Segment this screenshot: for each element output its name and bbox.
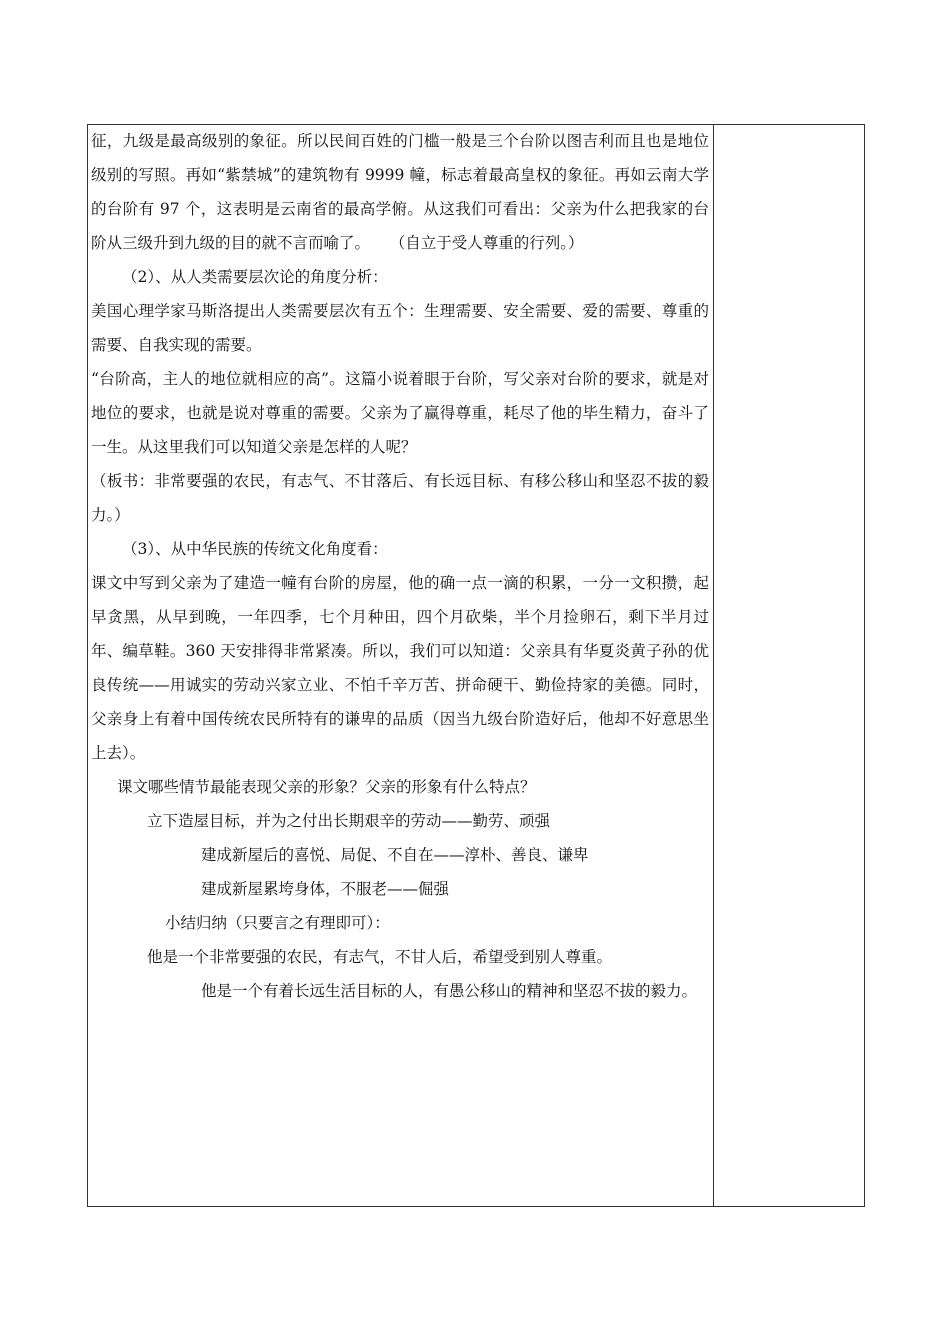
paragraph-board-note: （板书：非常要强的农民，有志气、不甘落后、有长远目标、有移公移山和坚忍不拔的毅力。）: [91, 472, 709, 524]
question-father-image: 课文哪些情节最能表现父亲的形象？父亲的形象有什么特点？: [117, 778, 536, 796]
paragraph-tradition: 课文中写到父亲为了建造一幢有台阶的房屋，他的确一点一滴的积累，一分一文积攒，起早贪黑，从早到晚，一年四季，七个月种田，四个月砍柴，半个月捡卵石，剩下半月过年、编草鞋。360 天安排得非常紧凑。所以，我们可以知道：父亲具有华夏炎黄子孙的优良传统——用诚实的劳动兴家立业、不怕千辛万苦、拼命硬干、勤俭持家的美德。同时，父亲身上有着中国传统农民所特有的谦卑的品质（因当九级台阶造好后，他却不好意思坐上去）。: [91, 574, 709, 762]
section-heading-2: （2）、从人类需要层次论的角度分析：: [122, 268, 388, 286]
section-heading-3: （3）、从中华民族的传统文化角度看：: [122, 540, 388, 558]
summary-heading: 小结归纳（只要言之有理即可）：: [165, 914, 390, 932]
summary-line-1: 他是一个非常要强的农民，有志气，不甘人后，希望受到别人尊重。: [147, 948, 613, 966]
paragraph-maslow: 美国心理学家马斯洛提出人类需要层次有五个：生理需要、安全需要、爱的需要、尊重的需要、自我实现的需要。: [91, 302, 709, 354]
trait-line-3: 建成新屋累垮身体，不服老——倔强: [201, 880, 450, 898]
trait-line-2: 建成新屋后的喜悦、局促、不自在——淳朴、善良、谦卑: [201, 846, 589, 864]
paragraph-symbol-analysis: 征，九级是最高级别的象征。所以民间百姓的门槛一般是三个台阶以图吉利而且也是地位级别的写照。再如“紫禁城”的建筑物有 9999 幢，标志着最高皇权的象征。再如云南大学的台阶有 97 个，这表明是云南省的最高学俯。从这我们可看出：父亲为什么把我家的台阶从三级升到九级的目的就不言而喻了。 （自立于受人尊重的行列。）: [91, 132, 709, 252]
trait-line-1: 立下造屋目标，并为之付出长期艰辛的劳动——勤劳、顽强: [147, 812, 551, 830]
paragraph-step-height: “台阶高，主人的地位就相应的高”。这篇小说着眼于台阶，写父亲对台阶的要求，就是对地位的要求，也就是说对尊重的需要。父亲为了赢得尊重，耗尽了他的毕生精力，奋斗了一生。从这里我们可以知道父亲是怎样的人呢？: [91, 370, 709, 456]
table-column-divider: [713, 124, 714, 1207]
main-content-cell: [91, 124, 709, 1008]
summary-line-2: 他是一个有着长远生活目标的人，有愚公移山的精神和坚忍不拔的毅力。: [201, 982, 698, 1000]
